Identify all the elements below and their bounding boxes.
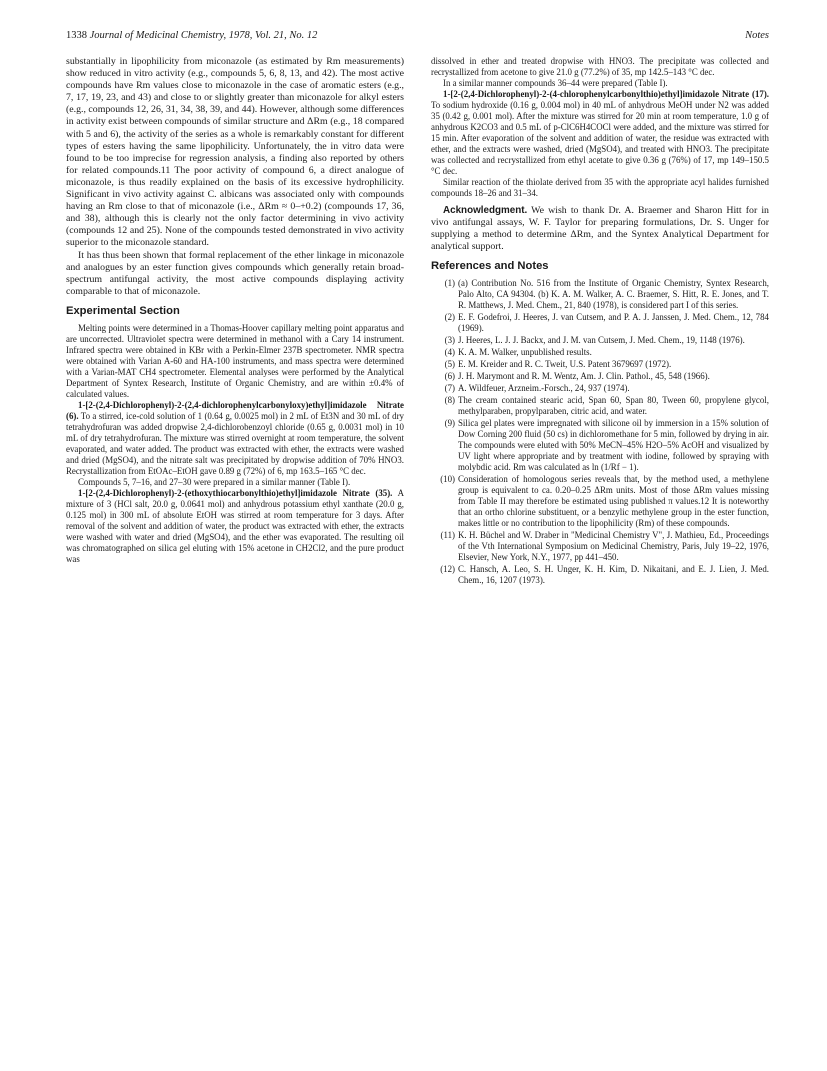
reference-text: The cream contained stearic acid, Span 60, Span 80, Tween 60, propylene glycol, methylparaben, propylparaben, citric acid, and water. — [458, 395, 769, 417]
paragraph: dissolved in ether and treated dropwise with HNO3. The precipitate was collected and recrystallized from acetone to give 21.0 g (77.2%) of 35, mp 142.5–143 °C dec. — [431, 56, 769, 77]
page-number: 1338 — [66, 30, 87, 41]
compound-35-text: A mixture of 3 (HCl salt, 20.0 g, 0.0641 mol) and anhydrous potassium ethyl xanthate (20.0 g, 0.125 mol) in 300 mL of absolute EtOH was stirred at room temperature for 3 days. After removal of the solvent and addition of water, the product was extracted with ether, the extracts were washed with water and dried (MgSO4), and the ether was evaporated. The resulting oil was chromatographed on silica gel eluting with 15% acetone in CH2Cl2, and the pure product was — [66, 487, 405, 564]
reference-number: (3) — [444, 335, 455, 346]
reference-item — [431, 371, 769, 382]
reference-item — [431, 359, 769, 370]
reference-number: (2) — [444, 312, 455, 323]
reference-number: (11) — [440, 530, 455, 541]
reference-item — [431, 312, 769, 334]
reference-number: (9) — [444, 418, 455, 429]
reference-text: A. Wildfeuer, Arzneim.-Forsch., 24, 937 (1974). — [458, 383, 630, 394]
reference-item — [431, 474, 769, 529]
reference-text: (a) Contribution No. 516 from the Institute of Organic Chemistry, Syntex Research, Palo Alto, CA 94304. (b) K. A. M. Walker, A. C. Braemer, S. Hitt, R. E. Jones, and T. R. Matthews, J. Med. Chem., 21, 840 (1978), is considered part I of this series. — [458, 278, 769, 311]
compound-17-text: To sodium hydroxide (0.16 g, 0.004 mol) in 40 mL of anhydrous MeOH under N2 was added 35 (0.42 g, 0.001 mol). After the mixture was stirred for 20 min at room temperature, 1.0 g of anhydrous K2CO3 and 0.5 mL of p-ClC6H4COCl were added, and the mixture was stirred for 15 min. After evaporation of the solvent and addition of water, the residue was extracted with ether, and the extracts were washed, dried (MgSO4), and treated with HNO3. The precipitate was collected and recrystallized from ethyl acetate to give 0.36 g (76%) of 17, mp 149–150.5 °C dec. — [431, 100, 769, 176]
reference-number: (6) — [444, 371, 455, 382]
reference-number: (1) — [444, 278, 455, 289]
right-column — [431, 56, 769, 587]
reference-item — [431, 418, 769, 473]
header-left — [66, 30, 317, 41]
reference-text: J. H. Marymont and R. M. Wentz, Am. J. Clin. Pathol., 45, 548 (1966). — [458, 371, 710, 382]
reference-number: (5) — [444, 359, 455, 370]
acknowledgment-text: We wish to thank Dr. A. Braemer and Sharon Hitt for in vivo antifungal assays, W. F. Taylor for preparing formulations, Dr. S. Unger for supplying a method to determine ΔRm, and the Syntex Analytical Department for analytical support. — [431, 205, 769, 253]
compound-35-procedure — [66, 488, 404, 565]
reference-item — [431, 395, 769, 417]
reference-text: K. A. M. Walker, unpublished results. — [458, 347, 592, 358]
reference-number: (8) — [444, 395, 455, 406]
paragraph: Melting points were determined in a Thomas-Hoover capillary melting point apparatus and are uncorrected. Ultraviolet spectra were determined in methanol with a Cary 14 instrument. Infrared spectra were obtained in KBr with a Perkin-Elmer 237B spectrometer. NMR spectra were obtained with Varian A-60 and HA-100 instruments, and mass spectra were determined with a Varian-MAT CH4 spectrometer. Elemental analyses were performed by the Analytical Department of Syntex Research, Institute of Organic Chemistry, and are within ±0.4% of calculated values. — [66, 322, 404, 399]
paragraph: It has thus been shown that formal replacement of the ether linkage in miconazole and analogues by an ester function gives compounds which generally retain broad-spectrum antifungal activity, the most active compounds displaying activity comparable to that of miconazole. — [66, 249, 404, 297]
reference-item — [431, 278, 769, 311]
paragraph: In a similar manner compounds 36–44 were prepared (Table I). — [443, 78, 668, 88]
reference-number: (7) — [444, 383, 455, 394]
reference-item — [431, 383, 769, 394]
compound-6-procedure — [66, 400, 404, 477]
compound-35-title: 1-[2-(2,4-Dichlorophenyl)-2-(ethoxythiocarbonylthio)ethyl]imidazole Nitrate (35). — [78, 487, 393, 498]
reference-number: (10) — [440, 474, 455, 485]
acknowledgment-title: Acknowledgment. — [443, 205, 528, 216]
compound-17-title: 1-[2-(2,4-Dichlorophenyl)-2-(4-chlorophenylcarbonylthio)ethyl]imidazole Nitrate (17). — [443, 89, 769, 99]
references-list — [431, 278, 769, 586]
reference-number: (4) — [444, 347, 455, 358]
paragraph: Similar reaction of the thiolate derived from 35 with the appropriate acyl halides furnished compounds 18–26 and 31–34. — [431, 177, 769, 198]
journal-citation: Journal of Medicinal Chemistry, 1978, Vol. 21, No. 12 — [89, 30, 318, 41]
left-column — [66, 56, 404, 565]
reference-item — [431, 335, 769, 346]
compound-6-text: To a stirred, ice-cold solution of 1 (0.64 g, 0.0025 mol) in 2 mL of Et3N and 30 mL of dry tetrahydrofuran was added dropwise 2,4-dichlorobenzoyl chloride (0.65 g, 0.0031 mol) in 10 mL of dry tetrahydrofuran. The mixture was stirred overnight at room temperature, the solvent evaporated, and water added. The product was extracted with ether, the extracts were washed and dried (MgSO4), and the nitrate salt was precipitated by dropwise addition of 70% HNO3. Recrystallization from EtOAc–EtOH gave 0.89 g (72%) of 6, mp 163.5–165 °C dec. — [66, 410, 404, 476]
section-label: Notes — [745, 30, 769, 41]
reference-number: (12) — [440, 564, 455, 575]
reference-item — [431, 564, 769, 586]
reference-text: E. M. Kreider and R. C. Tweit, U.S. Patent 3679697 (1972). — [458, 359, 672, 370]
reference-text: J. Heeres, L. J. J. Backx, and J. M. van Cutsem, J. Med. Chem., 19, 1148 (1976). — [458, 335, 745, 346]
compound-6-title: 1-[2-(2,4-Dichlorophenyl)-2-(2,4-dichlorophenylcarbonyloxy)ethyl]imidazole Nitrate (6). — [66, 399, 404, 421]
references-title: References and Notes — [431, 260, 549, 273]
reference-text: K. H. Büchel and W. Draber in "Medicinal Chemistry V", J. Mathieu, Ed., Proceedings of the Vth International Symposium on Medicinal Chemistry, Paris, July 19–22, 1976, Elsevier, New York, N.Y., 1977, pp 441–450. — [458, 530, 769, 563]
reference-item — [431, 347, 769, 358]
reference-text: Consideration of homologous series reveals that, by the method used, a methylene group is equivalent to ca. 0.20–0.25 ΔRm units. Most of those ΔRm values missing from Table II may therefore be estimated using published π values.12 It is noteworthy that an ortho chlorine substituent, or a benzylic methylene group in the ester function, makes little or no contribution to the lipophilicity (Rm) of these compounds. — [458, 474, 769, 529]
compound-17-procedure — [431, 89, 769, 177]
reference-text: C. Hansch, A. Leo, S. H. Unger, K. H. Kim, D. Nikaitani, and E. J. Lien, J. Med. Chem., 16, 1207 (1973). — [458, 564, 769, 586]
acknowledgment — [431, 205, 769, 253]
paragraph: substantially in lipophilicity from miconazole (as estimated by Rm measurements) show reduced in vitro activity (e.g., compounds 5, 6, 8, 13, and 42). The most active compounds have Rm values close to miconazole in the case of aromatic esters (e.g., 7, 17, 19, 23, and 43) and close to or slightly greater than miconazole for alkyl esters (e.g., compounds 12, 26, 31, 34, 38, 39, and 44). However, although some differences in activity exist between compounds of similar structure and ΔRm (e.g., 18 compared with 5 and 6), the activity of the series as a whole is remarkably constant for different types of esters having the same lipophilicity. Unfortunately, the in vitro data were found to be too imprecise for regression analysis, a finding also reported by others for related compounds.11 The poor activity of compound 6, a direct analogue of miconazole, is thus readily explained on the basis of its excessive hydrophilicity. Significant in vivo activity against C. albicans was associated only with compounds having an Rm close to that of miconazole (i.e., ΔRm ≈ 0–+0.2) (compounds 17, 36, and 38), although this is clearly not the only factor determining in vivo activity (compounds 12 and 25). None of the compounds tested demonstrated in vivo activity superior to the miconazole standard. — [66, 56, 404, 249]
reference-item — [431, 530, 769, 563]
paragraph: Compounds 5, 7–16, and 27–30 were prepared in a similar manner (Table I). — [78, 476, 351, 487]
reference-text: Silica gel plates were impregnated with silicone oil by immersion in a 15% solution of Dow Corning 200 fluid (50 cs) in dichloromethane for 5 min, followed by drying in air. The compounds were eluted with 50% MeCN–45% H2O–5% AcOH and visualized by UV light where appropriate and by treatment with iodine, followed by spraying with molybdic acid. Rm was calculated as ln (1/Rf − 1). — [458, 418, 769, 473]
reference-text: E. F. Godefroi, J. Heeres, J. van Cutsem, and P. A. J. Janssen, J. Med. Chem., 12, 784 (1969). — [458, 312, 769, 334]
page-header — [66, 30, 769, 46]
experimental-section-title: Experimental Section — [66, 304, 180, 317]
